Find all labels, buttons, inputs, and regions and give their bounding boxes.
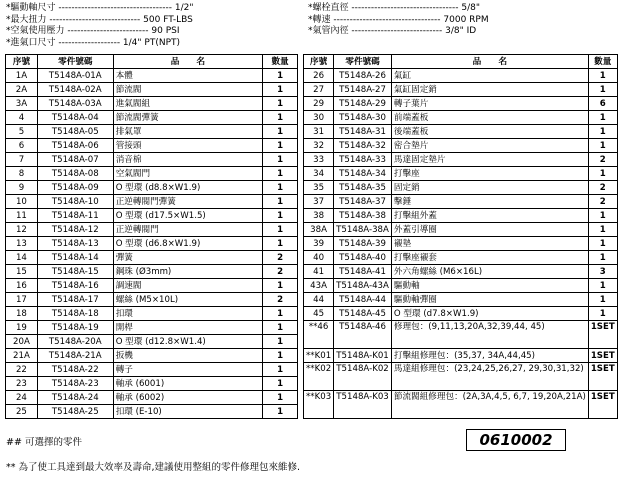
row-name: 驅動軸彈圈: [391, 293, 588, 307]
header-no: 序號: [6, 55, 38, 69]
spec-drive-size: *驅動軸尺寸 ----------------------------------- 1/2": [6, 3, 194, 13]
row-no: 24: [6, 391, 38, 405]
spec-bolt-size: *螺栓直徑 --------------------------------- 5/8": [308, 3, 481, 13]
table-row: [304, 111, 618, 125]
table-row: [304, 265, 618, 279]
row-part-number: T5148A-46: [334, 321, 392, 349]
table-row: [304, 349, 618, 363]
row-part-number: T5148A-02A: [37, 83, 113, 97]
row-part-number: T5148A-K03: [334, 391, 392, 419]
table-row: [6, 181, 298, 195]
row-part-number: T5148A-04: [37, 111, 113, 125]
row-qty: 1: [263, 181, 298, 195]
row-no: 14: [6, 251, 38, 265]
row-name: 排氣罩: [113, 125, 262, 139]
row-qty: 1: [263, 363, 298, 377]
row-no: 2A: [6, 83, 38, 97]
row-part-number: T5148A-03A: [37, 97, 113, 111]
table-row: [304, 321, 618, 349]
spec-column-left: [6, 3, 296, 49]
row-part-number: T5148A-14: [37, 251, 113, 265]
header-qty: 數量: [263, 55, 298, 69]
row-no: 22: [6, 363, 38, 377]
row-no: 44: [304, 293, 334, 307]
row-part-number: T5148A-06: [37, 139, 113, 153]
parts-table-right-body: [304, 69, 618, 419]
row-name: O 型環 (d7.8×W1.9): [391, 307, 588, 321]
row-part-number: T5148A-45: [334, 307, 392, 321]
table-row: [304, 237, 618, 251]
row-name: 馬達組修理包：(23,24,25,26,27, 29,30,31,32): [391, 363, 588, 391]
row-part-number: T5148A-10: [37, 195, 113, 209]
row-no: 9: [6, 181, 38, 195]
row-part-number: T5148A-17: [37, 293, 113, 307]
table-row: [6, 405, 298, 419]
table-row: [6, 153, 298, 167]
table-header-row: [6, 55, 298, 69]
row-qty: 1: [263, 223, 298, 237]
row-name: 節流閥彈簧: [113, 111, 262, 125]
row-qty: 6: [588, 97, 617, 111]
spec-max-torque: *最大扭力 ---------------------------- 500 FT-LBS: [6, 14, 193, 25]
row-part-number: T5148A-31: [334, 125, 392, 139]
row-qty: 1: [263, 139, 298, 153]
row-name: 軸承 (6002): [113, 391, 262, 405]
row-qty: 1: [263, 111, 298, 125]
header-name: 品 名: [113, 55, 262, 69]
table-row: [304, 251, 618, 265]
row-name: 馬達固定墊片: [391, 153, 588, 167]
row-qty: 1: [588, 111, 617, 125]
row-name: 進氣閥組: [113, 97, 262, 111]
row-part-number: T5148A-K01: [334, 349, 392, 363]
parts-table-left-body: [6, 69, 298, 419]
row-qty: 2: [588, 153, 617, 167]
table-row: [6, 293, 298, 307]
row-qty: 1: [263, 321, 298, 335]
row-no: 17: [6, 293, 38, 307]
table-row: [6, 125, 298, 139]
row-no: 23: [6, 377, 38, 391]
table-row: [6, 377, 298, 391]
spec-column-right: [308, 3, 598, 38]
row-no: 37: [304, 195, 334, 209]
row-part-number: T5148A-27: [334, 83, 392, 97]
row-part-number: T5148A-19: [37, 321, 113, 335]
row-qty: 1: [263, 377, 298, 391]
row-name: 外蓋引導圈: [391, 223, 588, 237]
table-row: [6, 391, 298, 405]
row-name: 打擊組修理包：(35,37, 34A,44,45): [391, 349, 588, 363]
row-name: 扣環 (E-10): [113, 405, 262, 419]
row-part-number: T5148A-09: [37, 181, 113, 195]
row-no: 3A: [6, 97, 38, 111]
row-no: 12: [6, 223, 38, 237]
row-no: 39: [304, 237, 334, 251]
row-qty: 1: [588, 69, 617, 83]
table-row: [6, 349, 298, 363]
row-name: 打擊座: [391, 167, 588, 181]
header-name: 品 名: [391, 55, 588, 69]
parts-table-right: [303, 54, 618, 419]
row-part-number: T5148A-37: [334, 195, 392, 209]
row-part-number: T5148A-11: [37, 209, 113, 223]
row-part-number: T5148A-35: [334, 181, 392, 195]
table-row: [6, 251, 298, 265]
table-row: [304, 139, 618, 153]
row-qty: 1: [263, 335, 298, 349]
table-row: [6, 363, 298, 377]
table-row: [6, 83, 298, 97]
row-no: 16: [6, 279, 38, 293]
row-no: 43A: [304, 279, 334, 293]
row-part-number: T5148A-20A: [37, 335, 113, 349]
header-part-number: 零件號碼: [37, 55, 113, 69]
table-row: [6, 97, 298, 111]
row-name: 正逆轉閥門: [113, 223, 262, 237]
row-qty: 1: [263, 279, 298, 293]
row-name: 節流閥組修理包：(2A,3A,4,5, 6,7, 19,20A,21A): [391, 391, 588, 419]
row-qty: 2: [263, 265, 298, 279]
table-header-row: [304, 55, 618, 69]
row-part-number: T5148A-24: [37, 391, 113, 405]
row-qty: 1: [588, 83, 617, 97]
row-qty: 1SET: [588, 349, 617, 363]
row-part-number: T5148A-18: [37, 307, 113, 321]
row-part-number: T5148A-29: [334, 97, 392, 111]
row-no: **K03: [304, 391, 334, 419]
table-row: [6, 195, 298, 209]
row-name: 打擊座襯套: [391, 251, 588, 265]
row-no: 11: [6, 209, 38, 223]
row-qty: 1: [588, 139, 617, 153]
row-part-number: T5148A-23: [37, 377, 113, 391]
row-no: 8: [6, 167, 38, 181]
table-row: [6, 167, 298, 181]
row-no: 4: [6, 111, 38, 125]
row-qty: 1: [588, 223, 617, 237]
row-qty: 1: [588, 279, 617, 293]
table-row: [6, 111, 298, 125]
row-qty: 1: [263, 167, 298, 181]
repair-kit-note: ** 為了使工具達到最大效率及壽命,建議使用整組的零件修理包來維修.: [6, 462, 301, 473]
row-no: 32: [304, 139, 334, 153]
row-name: 管接頭: [113, 139, 262, 153]
header-no: 序號: [304, 55, 334, 69]
row-qty: 1: [263, 391, 298, 405]
row-name: 軸承 (6001): [113, 377, 262, 391]
row-qty: 1: [263, 237, 298, 251]
parts-table-left: [5, 54, 298, 419]
row-name: 打擊組外蓋: [391, 209, 588, 223]
row-part-number: T5148A-32: [334, 139, 392, 153]
row-qty: 2: [263, 293, 298, 307]
row-no: 30: [304, 111, 334, 125]
row-name: 後端蓋板: [391, 125, 588, 139]
table-row: [304, 223, 618, 237]
row-name: 消音棉: [113, 153, 262, 167]
row-name: 襯墊: [391, 237, 588, 251]
row-qty: 1: [263, 69, 298, 83]
table-row: [304, 167, 618, 181]
row-part-number: T5148A-40: [334, 251, 392, 265]
row-name: 扳機: [113, 349, 262, 363]
row-qty: 1: [263, 307, 298, 321]
row-no: 25: [6, 405, 38, 419]
row-part-number: T5148A-25: [37, 405, 113, 419]
row-part-number: T5148A-K02: [334, 363, 392, 391]
table-row: [304, 391, 618, 419]
row-name: 扣環: [113, 307, 262, 321]
table-row: [304, 125, 618, 139]
row-name: 密合墊片: [391, 139, 588, 153]
row-qty: 1: [588, 167, 617, 181]
row-no: 38A: [304, 223, 334, 237]
row-part-number: T5148A-08: [37, 167, 113, 181]
row-part-number: T5148A-16: [37, 279, 113, 293]
row-name: 空氣閥門: [113, 167, 262, 181]
row-no: 33: [304, 153, 334, 167]
row-qty: 1: [588, 251, 617, 265]
table-row: [304, 97, 618, 111]
row-no: 40: [304, 251, 334, 265]
row-no: 31: [304, 125, 334, 139]
table-row: [304, 307, 618, 321]
row-qty: 1: [263, 97, 298, 111]
row-part-number: T5148A-38A: [334, 223, 392, 237]
row-name: 彈簧: [113, 251, 262, 265]
row-part-number: T5148A-43A: [334, 279, 392, 293]
table-row: [304, 195, 618, 209]
row-name: O 型環 (d17.5×W1.5): [113, 209, 262, 223]
table-row: [304, 209, 618, 223]
row-part-number: T5148A-41: [334, 265, 392, 279]
row-part-number: T5148A-07: [37, 153, 113, 167]
table-row: [304, 181, 618, 195]
table-row: [6, 69, 298, 83]
row-no: 7: [6, 153, 38, 167]
row-qty: 1: [588, 307, 617, 321]
table-row: [304, 83, 618, 97]
row-no: **46: [304, 321, 334, 349]
row-qty: 1: [588, 293, 617, 307]
row-name: 正逆轉閥門彈簧: [113, 195, 262, 209]
table-row: [304, 279, 618, 293]
row-qty: 1: [263, 405, 298, 419]
row-no: **K01: [304, 349, 334, 363]
row-name: O 型環 (d12.8×W1.4): [113, 335, 262, 349]
row-no: 13: [6, 237, 38, 251]
spec-speed: *轉速 --------------------------------- 7000 RPM: [308, 14, 489, 25]
row-qty: 2: [263, 251, 298, 265]
row-qty: 1: [263, 195, 298, 209]
table-row: [304, 153, 618, 167]
table-row: [304, 363, 618, 391]
row-name: 本體: [113, 69, 262, 83]
row-part-number: T5148A-21A: [37, 349, 113, 363]
row-qty: 1: [588, 237, 617, 251]
row-part-number: T5148A-01A: [37, 69, 113, 83]
header-qty: 數量: [588, 55, 617, 69]
row-name: 轉子葉片: [391, 97, 588, 111]
row-name: 擊錘: [391, 195, 588, 209]
row-no: 15: [6, 265, 38, 279]
row-name: O 型環 (d8.8×W1.9): [113, 181, 262, 195]
row-name: 鋼珠 (Ø3mm): [113, 265, 262, 279]
row-part-number: T5148A-39: [334, 237, 392, 251]
document-number: 0610002: [466, 429, 566, 451]
row-name: 前端蓋板: [391, 111, 588, 125]
row-no: 38: [304, 209, 334, 223]
table-row: [6, 223, 298, 237]
row-qty: 1: [263, 209, 298, 223]
row-qty: 1: [263, 153, 298, 167]
row-no: 35: [304, 181, 334, 195]
row-no: 10: [6, 195, 38, 209]
row-part-number: T5148A-44: [334, 293, 392, 307]
table-row: [6, 237, 298, 251]
row-no: 41: [304, 265, 334, 279]
row-name: 驅動軸: [391, 279, 588, 293]
spec-air-inlet: *進氣口尺寸 ------------------- 1/4" PT(NPT): [6, 37, 181, 48]
row-no: 21A: [6, 349, 38, 363]
table-row: [304, 293, 618, 307]
row-qty: 1: [588, 125, 617, 139]
row-part-number: T5148A-13: [37, 237, 113, 251]
row-no: **K02: [304, 363, 334, 391]
row-name: 固定銷: [391, 181, 588, 195]
row-part-number: T5148A-38: [334, 209, 392, 223]
spec-hose-id: *氣管內徑 ---------------------------- 3/8" ID: [308, 26, 477, 36]
table-row: [6, 335, 298, 349]
row-name: 調速閥: [113, 279, 262, 293]
row-part-number: T5148A-22: [37, 363, 113, 377]
table-row: [6, 279, 298, 293]
row-no: 45: [304, 307, 334, 321]
row-qty: 1SET: [588, 363, 617, 391]
row-name: 修理包：(9,11,13,20A,32,39,44, 45): [391, 321, 588, 349]
row-part-number: T5148A-26: [334, 69, 392, 83]
row-no: 34: [304, 167, 334, 181]
table-row: [6, 307, 298, 321]
row-name: 氣缸固定銷: [391, 83, 588, 97]
row-no: 1A: [6, 69, 38, 83]
row-no: 18: [6, 307, 38, 321]
row-qty: 1SET: [588, 391, 617, 419]
row-no: 6: [6, 139, 38, 153]
row-no: 26: [304, 69, 334, 83]
optional-parts-note: ## 可選擇的零件: [6, 437, 82, 448]
table-row: [6, 265, 298, 279]
row-qty: 2: [588, 181, 617, 195]
row-part-number: T5148A-15: [37, 265, 113, 279]
table-row: [6, 321, 298, 335]
table-row: [6, 209, 298, 223]
row-name: 外六角螺絲 (M6×16L): [391, 265, 588, 279]
row-name: 開桿: [113, 321, 262, 335]
row-no: 27: [304, 83, 334, 97]
row-name: 節流閥: [113, 83, 262, 97]
row-qty: 1: [263, 125, 298, 139]
header-part-number: 零件號碼: [334, 55, 392, 69]
row-no: 5: [6, 125, 38, 139]
row-qty: 3: [588, 265, 617, 279]
row-qty: 1: [263, 83, 298, 97]
row-part-number: T5148A-34: [334, 167, 392, 181]
row-part-number: T5148A-30: [334, 111, 392, 125]
row-part-number: T5148A-12: [37, 223, 113, 237]
row-qty: 2: [588, 195, 617, 209]
row-name: 轉子: [113, 363, 262, 377]
spec-air-pressure: *空氣使用壓力 ------------------------- 90 PSI: [6, 26, 180, 36]
row-name: O 型環 (d6.8×W1.9): [113, 237, 262, 251]
row-no: 29: [304, 97, 334, 111]
row-no: 19: [6, 321, 38, 335]
row-no: 20A: [6, 335, 38, 349]
row-qty: 1: [588, 209, 617, 223]
row-name: 螺絲 (M5×10L): [113, 293, 262, 307]
row-name: 氣缸: [391, 69, 588, 83]
row-qty: 1SET: [588, 321, 617, 349]
table-row: [6, 139, 298, 153]
row-qty: 1: [263, 349, 298, 363]
table-row: [304, 69, 618, 83]
row-part-number: T5148A-05: [37, 125, 113, 139]
row-part-number: T5148A-33: [334, 153, 392, 167]
